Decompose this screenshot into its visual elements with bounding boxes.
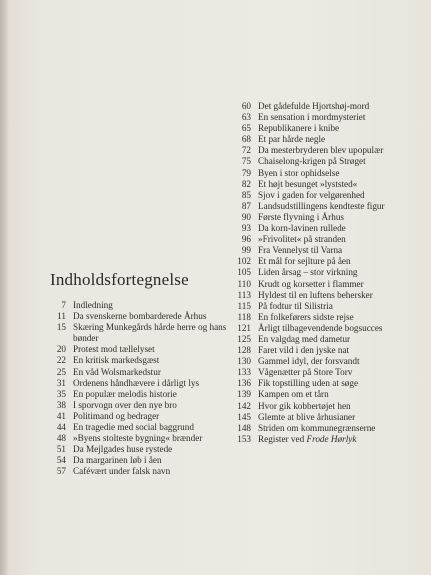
toc-entry-title: En populær melodis historie <box>73 388 177 399</box>
toc-page-number: 96 <box>241 234 251 245</box>
toc-entry-title: Da mesterbryderen blev upopulær <box>258 145 384 156</box>
toc-entry <box>230 378 425 389</box>
toc-page-number: 44 <box>56 422 66 433</box>
toc-page-number: 145 <box>237 411 251 422</box>
toc-entry <box>40 433 230 444</box>
toc-entry-title-text: Register ved <box>258 433 305 444</box>
toc-page-number: 113 <box>237 289 251 300</box>
toc-entry <box>230 145 425 156</box>
toc-page-number: 102 <box>237 256 251 267</box>
toc-entry <box>230 179 425 190</box>
toc-page-number: 130 <box>237 356 251 367</box>
toc-page-number: 82 <box>241 178 251 189</box>
toc-entry <box>230 401 425 412</box>
toc-entry-title: Faret vild i den jyske nat <box>258 345 350 356</box>
toc-page-number: 133 <box>237 367 251 378</box>
toc-entry-title: Kampen om et tårn <box>258 389 329 400</box>
toc-page-number: 31 <box>56 377 66 388</box>
toc-entry-title: Fik topstilling uden at søge <box>258 378 359 389</box>
toc-page-number: 7 <box>61 300 66 310</box>
toc-page-number: 121 <box>237 322 251 333</box>
toc-page-number: 142 <box>237 400 251 411</box>
toc-entry-title: Ordenens håndhævere i dårligt lys <box>73 377 200 388</box>
toc-entry-title: Protest mod tællelyset <box>73 344 155 355</box>
toc-page-number: 105 <box>237 267 251 278</box>
toc-entry-title: Cafévært under falsk navn <box>73 466 171 477</box>
toc-left-column <box>40 300 230 478</box>
toc-entry <box>230 279 425 290</box>
toc-page-number: 15 <box>56 322 66 333</box>
toc-entry-title: Et par hårde negle <box>258 134 326 145</box>
toc-entry <box>230 201 425 212</box>
toc-entry <box>230 412 425 423</box>
toc-page-number: 20 <box>56 344 66 355</box>
toc-page-number: 35 <box>56 388 66 399</box>
toc-entry <box>40 455 230 466</box>
toc-entry-title: Politimand og bedrager <box>73 410 160 421</box>
toc-entry-title: Krudt og korsetter i flammer <box>258 278 364 289</box>
toc-entry <box>230 156 425 167</box>
toc-entry-title: Første flyvning i Århus <box>258 211 345 222</box>
toc-entry <box>230 245 425 256</box>
toc-entry <box>230 323 425 334</box>
toc-page-number: 85 <box>241 189 251 200</box>
toc-page-number: 72 <box>241 145 251 156</box>
toc-page-number: 54 <box>56 455 66 466</box>
toc-entry <box>230 234 425 245</box>
toc-entry-title: Gammel idyl, der forsvandt <box>258 356 360 367</box>
toc-entry <box>230 356 425 367</box>
toc-page-number: 22 <box>56 355 66 366</box>
toc-entry <box>40 367 230 378</box>
toc-page-number: 25 <box>56 366 66 377</box>
toc-entry-title: Da korn-lavinen rullede <box>258 223 346 234</box>
toc-page-number: 79 <box>241 167 251 178</box>
toc-page-number: 110 <box>237 278 251 289</box>
toc-entry-title: Hyldest til en luftens behersker <box>258 289 373 300</box>
toc-entry <box>230 256 425 267</box>
toc-page-number: 68 <box>241 134 251 145</box>
toc-entry <box>230 134 425 145</box>
toc-page-number: 75 <box>241 156 251 167</box>
toc-entry-title: Et mål for sejlture på åen <box>258 256 351 267</box>
toc-entry <box>230 312 425 323</box>
toc-entry <box>230 367 425 378</box>
toc-right-column <box>230 101 425 445</box>
toc-entry-title: Årligt tilbagevendende bogsucces <box>258 322 383 333</box>
toc-entry <box>230 112 425 123</box>
toc-entry-title <box>258 434 356 445</box>
toc-entry <box>230 389 425 400</box>
toc-entry <box>40 322 230 344</box>
toc-entry <box>40 344 230 355</box>
toc-entry-title: I sporvogn over den nye bro <box>73 399 177 410</box>
toc-entry <box>40 311 230 322</box>
toc-page-number: 51 <box>56 444 66 455</box>
toc-entry <box>40 400 230 411</box>
toc-page-number: 153 <box>237 433 251 444</box>
toc-page-number: 65 <box>241 123 251 134</box>
toc-entry <box>230 190 425 201</box>
toc-entry-title: Sjov i gaden for velgørenhed <box>258 189 365 200</box>
toc-page-number: 115 <box>237 300 251 311</box>
toc-entry <box>230 223 425 234</box>
toc-entry-author: Frode Hørlyk <box>306 433 357 444</box>
toc-entry <box>230 345 425 356</box>
spine-shadow <box>0 0 8 575</box>
toc-entry <box>230 267 425 278</box>
toc-entry-title: En valgdag med dametur <box>258 333 351 344</box>
toc-entry-title: Chaiselong-krigen på Strøget <box>258 156 366 167</box>
toc-page-number: 41 <box>56 410 66 421</box>
toc-entry-title: Hvor gik kobbertøjet hen <box>258 400 351 411</box>
toc-page-number: 63 <box>241 112 251 123</box>
toc-entry <box>230 290 425 301</box>
toc-entry <box>230 301 425 312</box>
toc-page-number: 38 <box>56 399 66 410</box>
toc-page-number: 118 <box>237 311 251 322</box>
toc-entry-title: Striden om kommunegrænserne <box>258 422 376 433</box>
toc-entry <box>230 212 425 223</box>
toc-page-number: 139 <box>237 389 251 400</box>
toc-entry-title: En sensation i mordmysteriet <box>258 112 366 123</box>
toc-entry-title: En folkeførers sidste rejse <box>258 311 354 322</box>
toc-page-number: 128 <box>237 345 251 356</box>
toc-entry-title: En kritisk markedsgæst <box>73 355 160 366</box>
toc-entry-title: »Frivolitet« på stranden <box>258 234 346 245</box>
toc-entry-title: På fodtur til Silistria <box>258 300 333 311</box>
toc-entry <box>40 378 230 389</box>
toc-entry <box>40 422 230 433</box>
toc-entry-title: Det gådefulde Hjortshøj-mord <box>258 101 370 111</box>
toc-entry-title: Byen i stor ophidselse <box>258 167 340 178</box>
toc-entry <box>230 168 425 179</box>
toc-entry <box>230 334 425 345</box>
toc-entry-title: »Byens stolteste bygning« brænder <box>73 433 203 444</box>
toc-entry-title: Et højt besunget »lyststed« <box>258 178 358 189</box>
toc-entry-title: En våd Wolsmarkedstur <box>73 366 161 377</box>
toc-page-number: 125 <box>237 333 251 344</box>
toc-page-number: 90 <box>241 211 251 222</box>
toc-page-number: 148 <box>237 422 251 433</box>
toc-entry <box>40 355 230 366</box>
toc-entry-title: En tragedie med social baggrund <box>73 422 194 433</box>
toc-entry <box>40 389 230 400</box>
toc-page-number: 60 <box>241 101 251 111</box>
toc-page-number: 48 <box>56 433 66 444</box>
toc-entry <box>230 101 425 112</box>
toc-page-number: 11 <box>57 311 66 322</box>
toc-entry-title: Glemte at blive århusianer <box>258 411 356 422</box>
toc-entry-title: Vågenætter på Store Torv <box>258 367 353 378</box>
toc-page-number: 57 <box>56 466 66 477</box>
toc-entry-title: Liden årsag – stor virkning <box>258 267 358 278</box>
toc-entry-title: Da Mejlgades huse rystede <box>73 444 173 455</box>
toc-entry <box>230 123 425 134</box>
toc-entry <box>230 434 425 445</box>
toc-entry-title: Da svenskerne bombarderede Århus <box>73 311 207 322</box>
page-title: Indholdsfortegnelse <box>50 270 189 289</box>
toc-entry-title: Fra Vennelyst til Varna <box>258 245 343 256</box>
toc-page-number: 99 <box>241 245 251 256</box>
toc-entry-title: Indledning <box>73 300 113 310</box>
toc-entry <box>40 444 230 455</box>
toc-entry-title: Republikanere i knibe <box>258 123 340 134</box>
toc-entry-title: Landsudstillingens kendteste figur <box>258 200 385 211</box>
toc-entry <box>40 466 230 477</box>
toc-entry <box>40 411 230 422</box>
toc-page-number: 136 <box>237 378 251 389</box>
toc-page-number: 87 <box>241 200 251 211</box>
toc-entry <box>40 300 230 311</box>
toc-entry-title: Da margarinen løb i åen <box>73 455 162 466</box>
toc-entry-title: Skæring Munkegårds hårde herre og hans bønder <box>73 322 227 344</box>
toc-entry <box>230 423 425 434</box>
toc-page-number: 93 <box>241 223 251 234</box>
